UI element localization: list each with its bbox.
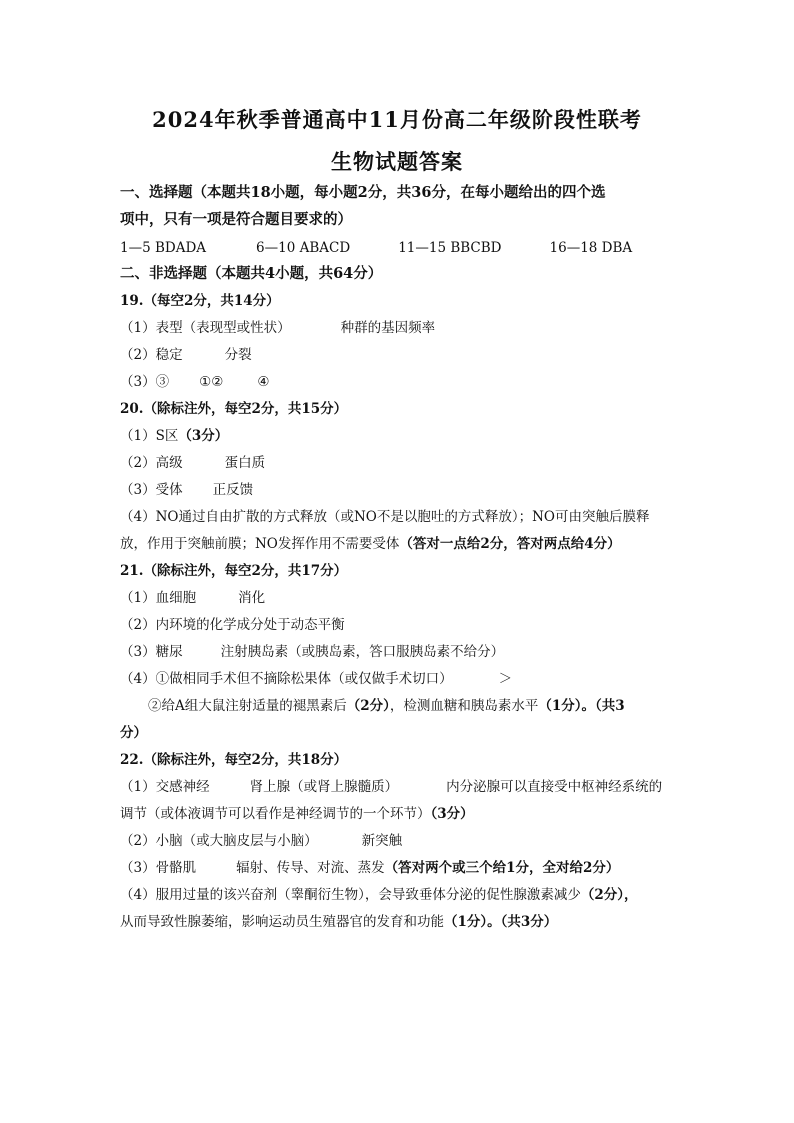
q21-part5-answer-a: ②给A组大鼠注射适量的褪黑素后 <box>148 698 347 714</box>
q19-part1-answer-b: 种群的基因频率 <box>340 320 436 336</box>
q20-part3-answer-a: （3）受体 <box>120 482 183 498</box>
q20-part3 <box>120 481 253 499</box>
q22-part2-answer-a: （2）小脑（或大脑皮层与小脑） <box>120 833 318 849</box>
choice-answers-1-5: 1—5 BDADA <box>120 240 207 256</box>
q19-part3-answer-b: ①② <box>199 374 224 390</box>
q22-part2-answer-b: 新突触 <box>361 833 403 849</box>
q21-part3-answer-a: （3）糖尿 <box>120 644 183 660</box>
q21-heading: 21.（除标注外，每空2分，共17分） <box>120 563 348 579</box>
q22-part4-score-b: （1分）。（共3分） <box>444 914 558 930</box>
q19-part1-answer-a: （1）表型（表现型或性状） <box>120 320 291 336</box>
choice-answers-11-15: 11—15 BBCBD <box>398 240 502 256</box>
q21-part5-answer-b: ，检测血糖和胰岛素水平 <box>389 698 539 714</box>
q19-part3-answer-c: ④ <box>257 374 270 390</box>
q21-part4 <box>120 670 512 688</box>
q20-part4-line2 <box>120 535 621 553</box>
q22-part1-answer-c-cont: 调节（或体液调节可以看作是神经调节的一个环节） <box>120 806 431 822</box>
q22-part4-line2 <box>120 913 557 931</box>
q22-part1-line2 <box>120 805 474 823</box>
q20-part2-answer-b: 蛋白质 <box>224 455 266 471</box>
q22-part4-line1 <box>120 886 638 904</box>
q21-part1-answer-a: （1）血细胞 <box>120 590 197 606</box>
q22-part4-score-a: （2分）， <box>580 887 638 903</box>
q20-part1 <box>120 427 228 445</box>
q19-heading: 19.（每空2分，共14分） <box>120 293 280 309</box>
q21-part4-answer-b: ＞ <box>498 671 513 687</box>
q20-part1-answer: （1）S区 <box>120 428 179 444</box>
choice-answers-row <box>120 239 632 257</box>
q22-part3-score-note: （答对两个或三个给1分，全对给2分） <box>384 860 620 876</box>
q20-part2-answer-a: （2）高级 <box>120 455 183 471</box>
section1-heading-line1: 一、选择题（本题共18小题，每小题2分，共36分，在每小题给出的四个选 <box>120 184 606 201</box>
q22-part1-answer-c: 内分泌腺可以直接受中枢神经系统的 <box>446 779 663 795</box>
q22-heading: 22.（除标注外，每空2分，共18分） <box>120 752 348 768</box>
q22-part3-answer-a: （3）骨骼肌 <box>120 860 197 876</box>
q21-part3-answer-b: 注射胰岛素（或胰岛素，答口服胰岛素不给分） <box>220 644 505 660</box>
q21-part5-line2: 分） <box>120 725 147 741</box>
q20-part4-line1: （4）NO通过自由扩散的方式释放（或NO不是以胞吐的方式释放）；NO可由突触后膜释 <box>120 509 650 525</box>
q21-part5-score-a: （2分） <box>346 698 390 714</box>
q22-part4-answer-b: 从而导致性腺萎缩，影响运动员生殖器官的发育和功能 <box>120 914 444 930</box>
q21-part2: （2）内环境的化学成分处于动态平衡 <box>120 617 345 633</box>
choice-answers-6-10: 6—10 ABACD <box>256 240 351 256</box>
q19-part1 <box>120 319 435 337</box>
q21-part4-answer-a: （4）①做相同手术但不摘除松果体（或仅做手术切口） <box>120 671 453 687</box>
q20-part1-score: （3分） <box>178 428 229 444</box>
section1-heading-line2: 项中，只有一项是符合题目要求的） <box>120 211 352 228</box>
q22-part4-answer-a: （4）服用过量的该兴奋剂（睾酮衍生物），会导致垂体分泌的促性腺激素减少 <box>120 887 581 903</box>
q20-part4-score-note: （答对一点给2分，答对两点给4分） <box>399 536 621 552</box>
q19-part2-answer-a: （2）稳定 <box>120 347 183 363</box>
choice-answers-16-18: 16—18 DBA <box>549 240 633 256</box>
q20-part2 <box>120 454 265 472</box>
q20-part3-answer-b: 正反馈 <box>212 482 254 498</box>
q19-part3 <box>120 373 269 391</box>
q20-part4-answer-cont: 放，作用于突触前膜；NO发挥作用不需要受体 <box>120 536 400 552</box>
exam-title: 2024年秋季普通高中11月份高二年级阶段性联考 <box>152 107 642 132</box>
q19-part2 <box>120 346 252 364</box>
q22-part1-score: （3分） <box>430 806 474 822</box>
q22-part1-line1 <box>120 778 662 796</box>
q21-part1-answer-b: 消化 <box>238 590 266 606</box>
q21-part1 <box>120 589 265 607</box>
q22-part3 <box>120 859 619 877</box>
q22-part1-answer-b: 肾上腺（或肾上腺髓质） <box>249 779 399 795</box>
q21-part3 <box>120 643 504 661</box>
q22-part1-answer-a: （1）交感神经 <box>120 779 210 795</box>
exam-subtitle: 生物试题答案 <box>331 149 463 174</box>
q20-heading: 20.（除标注外，每空2分，共15分） <box>120 401 348 417</box>
q22-part3-answer-b: 辐射、传导、对流、蒸发 <box>236 860 385 876</box>
q19-part3-answer-a: （3）③ <box>120 374 170 390</box>
section2-heading: 二、非选择题（本题共4小题，共64分） <box>120 265 383 282</box>
q22-part2 <box>120 832 402 850</box>
q21-part5-score-b: （1分）。（共3 <box>538 698 625 714</box>
q19-part2-answer-b: 分裂 <box>224 347 252 363</box>
q21-part5-line1 <box>148 697 625 715</box>
